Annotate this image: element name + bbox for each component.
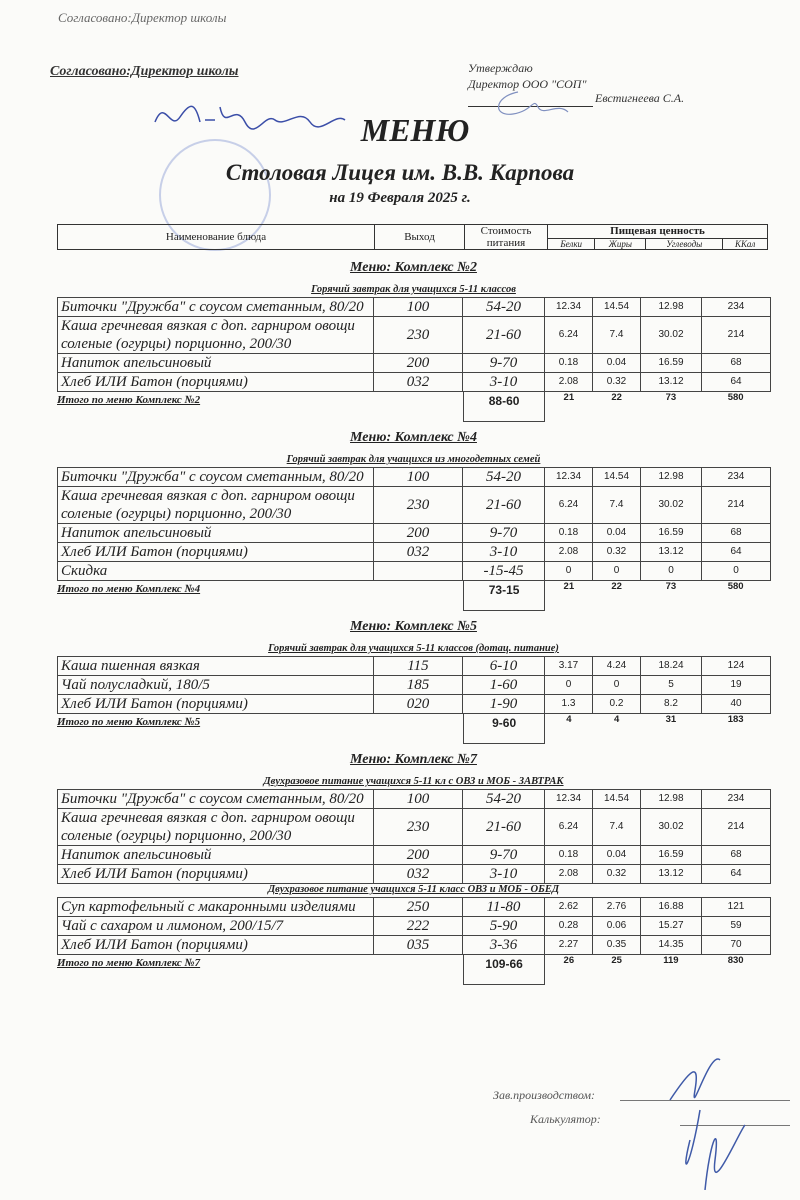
dish-name: Напиток апельсиновый — [58, 354, 374, 373]
column-header — [57, 224, 768, 250]
kcal: 64 — [702, 373, 771, 392]
dish-cost: 6-10 — [463, 657, 545, 676]
dish-name: Хлеб ИЛИ Батон (порциями) — [58, 543, 374, 562]
protein: 6.24 — [545, 317, 593, 354]
total-carbs: 31 — [665, 714, 677, 725]
kcal: 59 — [702, 917, 771, 936]
col-fat: Жиры — [595, 238, 646, 249]
carbs: 8.2 — [641, 695, 702, 714]
total-carbs: 73 — [665, 392, 677, 403]
section-subtitle: Горячий завтрак для учащихся 5-11 классов (дотац. питание) — [268, 643, 559, 654]
fat: 0 — [593, 562, 641, 581]
canteen-name: Столовая Лицея им. В.В. Карпова — [225, 160, 575, 185]
table-row — [58, 487, 771, 524]
table-row — [58, 676, 771, 695]
total-carbs: 73 — [665, 581, 677, 592]
col-carbs: Углеводы — [646, 238, 723, 249]
dish-output: 222 — [374, 917, 463, 936]
table-row — [58, 354, 771, 373]
dish-name: Напиток апельсиновый — [58, 846, 374, 865]
table-row — [58, 562, 771, 581]
kcal: 68 — [702, 354, 771, 373]
fat: 0.35 — [593, 936, 641, 955]
dish-output: 032 — [374, 543, 463, 562]
dish-name: Каша гречневая вязкая с доп. гарниром овощи соленые (огурцы) порционно, 200/30 — [58, 809, 374, 846]
kcal: 64 — [702, 865, 771, 884]
dish-output: 200 — [374, 354, 463, 373]
dish-output: 185 — [374, 676, 463, 695]
fat: 0.04 — [593, 524, 641, 543]
dish-cost: 3-10 — [463, 865, 545, 884]
total-protein: 21 — [563, 392, 575, 403]
dish-cost: -15-45 — [463, 562, 545, 581]
dish-output: 020 — [374, 695, 463, 714]
table-row — [58, 317, 771, 354]
carbs: 15.27 — [641, 917, 702, 936]
section-subtitle: Горячий завтрак для учащихся из многодетных семей — [286, 454, 541, 465]
total-fat: 22 — [611, 581, 622, 592]
dish-table — [57, 467, 771, 581]
kcal: 68 — [702, 524, 771, 543]
dish-name: Биточки "Дружба" с соусом сметанным, 80/20 — [58, 790, 374, 809]
dish-output: 100 — [374, 468, 463, 487]
total-cost: 88-60 — [463, 392, 545, 422]
fat: 0.32 — [593, 373, 641, 392]
kitchen-signature — [650, 1050, 760, 1190]
dish-table — [57, 656, 771, 714]
protein: 12.34 — [545, 790, 593, 809]
kcal: 124 — [702, 657, 771, 676]
dish-cost: 9-70 — [463, 354, 545, 373]
carbs: 13.12 — [641, 865, 702, 884]
total-label: Итого по меню Комплекс №2 — [57, 394, 201, 406]
dish-output: 230 — [374, 487, 463, 524]
kcal: 0 — [702, 562, 771, 581]
kcal: 64 — [702, 543, 771, 562]
menu-section — [57, 752, 770, 991]
table-row — [58, 865, 771, 884]
kcal: 40 — [702, 695, 771, 714]
col-nutrition: Пищевая ценность — [548, 225, 768, 239]
dish-output: 115 — [374, 657, 463, 676]
kcal: 19 — [702, 676, 771, 695]
section-total — [57, 955, 770, 985]
total-kcal: 183 — [727, 714, 744, 725]
dish-name: Скидка — [58, 562, 374, 581]
dish-cost: 1-90 — [463, 695, 545, 714]
menu-sections — [57, 258, 770, 991]
total-protein: 21 — [563, 581, 575, 592]
fat: 2.76 — [593, 898, 641, 917]
table-row — [58, 543, 771, 562]
table-row — [58, 468, 771, 487]
carbs: 16.59 — [641, 354, 702, 373]
protein: 12.34 — [545, 298, 593, 317]
total-kcal: 830 — [727, 955, 744, 966]
dish-output: 250 — [374, 898, 463, 917]
dish-name: Биточки "Дружба" с соусом сметанным, 80/20 — [58, 468, 374, 487]
table-row — [58, 298, 771, 317]
kcal: 121 — [702, 898, 771, 917]
carbs: 30.02 — [641, 317, 702, 354]
dish-output: 032 — [374, 373, 463, 392]
approve-label: Утверждаю — [468, 61, 533, 75]
approve-name: Евстигнеева С.А. — [595, 91, 685, 105]
table-row — [58, 695, 771, 714]
col-output: Выход — [375, 225, 465, 250]
section-title: Меню: Комплекс №4 — [350, 430, 477, 445]
kcal: 214 — [702, 487, 771, 524]
table-row — [58, 809, 771, 846]
dish-output: 032 — [374, 865, 463, 884]
dish-name: Биточки "Дружба" с соусом сметанным, 80/20 — [58, 298, 374, 317]
section-subtitle: Двухразовое питание учащихся 5-11 кл с ОВЗ и МОБ - ЗАВТРАК — [263, 776, 564, 787]
total-fat: 4 — [613, 714, 620, 725]
fat: 4.24 — [593, 657, 641, 676]
protein: 0.18 — [545, 846, 593, 865]
dish-cost: 3-36 — [463, 936, 545, 955]
total-cost: 109-66 — [463, 955, 545, 985]
total-kcal: 580 — [727, 392, 744, 403]
dish-name: Каша гречневая вязкая с доп. гарниром овощи соленые (огурцы) порционно, 200/30 — [58, 317, 374, 354]
protein: 6.24 — [545, 809, 593, 846]
dish-cost: 1-60 — [463, 676, 545, 695]
dish-table — [57, 789, 771, 884]
fat: 0 — [593, 676, 641, 695]
total-fat: 22 — [611, 392, 622, 403]
carbs: 14.35 — [641, 936, 702, 955]
fat: 7.4 — [593, 487, 641, 524]
table-row — [58, 373, 771, 392]
fat: 14.54 — [593, 298, 641, 317]
col-name: Наименование блюда — [58, 225, 375, 250]
col-kcal: ККал — [723, 238, 768, 249]
carbs: 13.12 — [641, 543, 702, 562]
section-title: Меню: Комплекс №5 — [350, 619, 477, 634]
approval-block — [468, 60, 685, 105]
dish-cost: 11-80 — [463, 898, 545, 917]
section-total — [57, 581, 770, 611]
protein: 6.24 — [545, 487, 593, 524]
carbs: 16.88 — [641, 898, 702, 917]
protein: 12.34 — [545, 468, 593, 487]
dish-output: 200 — [374, 846, 463, 865]
agreed-label: Согласовано:Директор школы — [50, 64, 239, 79]
table-row — [58, 936, 771, 955]
carbs: 13.12 — [641, 373, 702, 392]
dish-output: 100 — [374, 298, 463, 317]
table-row — [58, 524, 771, 543]
dish-output — [374, 562, 463, 581]
dish-cost: 21-60 — [463, 317, 545, 354]
fat: 0.04 — [593, 354, 641, 373]
spacer — [57, 422, 770, 428]
spacer — [57, 611, 770, 617]
dish-cost: 9-70 — [463, 846, 545, 865]
dish-name: Хлеб ИЛИ Батон (порциями) — [58, 865, 374, 884]
section-subtitle: Двухразовое питание учащихся 5-11 класс ОВЗ и МОБ - ОБЕД — [267, 884, 559, 895]
fat: 0.32 — [593, 865, 641, 884]
dish-name: Хлеб ИЛИ Батон (порциями) — [58, 936, 374, 955]
fat: 0.32 — [593, 543, 641, 562]
carbs: 16.59 — [641, 846, 702, 865]
dish-output: 230 — [374, 317, 463, 354]
menu-section — [57, 260, 770, 428]
menu-section — [57, 430, 770, 617]
table-row — [58, 790, 771, 809]
protein: 0.28 — [545, 917, 593, 936]
fat: 0.06 — [593, 917, 641, 936]
protein: 0.18 — [545, 354, 593, 373]
protein: 1.3 — [545, 695, 593, 714]
kcal: 70 — [702, 936, 771, 955]
kcal: 214 — [702, 317, 771, 354]
bleed-through-text: Согласовано:Директор школы — [58, 10, 227, 25]
total-protein: 4 — [566, 714, 572, 725]
dish-table — [57, 297, 771, 392]
dish-cost: 3-10 — [463, 373, 545, 392]
section-total — [57, 714, 770, 744]
fat: 7.4 — [593, 809, 641, 846]
carbs: 12.98 — [641, 790, 702, 809]
kcal: 234 — [702, 298, 771, 317]
carbs: 12.98 — [641, 468, 702, 487]
fat: 0.04 — [593, 846, 641, 865]
total-label: Итого по меню Комплекс №4 — [57, 583, 201, 595]
protein: 0.18 — [545, 524, 593, 543]
carbs: 16.59 — [641, 524, 702, 543]
section-total — [57, 392, 770, 422]
fat: 14.54 — [593, 790, 641, 809]
total-label: Итого по меню Комплекс №5 — [57, 716, 201, 728]
page-title: МЕНЮ — [360, 112, 470, 148]
table-row — [58, 657, 771, 676]
kcal: 234 — [702, 790, 771, 809]
dish-cost: 5-90 — [463, 917, 545, 936]
total-label: Итого по меню Комплекс №7 — [57, 957, 201, 969]
fat: 14.54 — [593, 468, 641, 487]
total-protein: 26 — [563, 955, 575, 966]
dish-output: 200 — [374, 524, 463, 543]
carbs: 30.02 — [641, 487, 702, 524]
fat: 7.4 — [593, 317, 641, 354]
calculator-label: Калькулятор: — [530, 1112, 601, 1126]
protein: 3.17 — [545, 657, 593, 676]
dish-name: Чай полусладкий, 180/5 — [58, 676, 374, 695]
total-cost: 9-60 — [463, 714, 545, 744]
dish-cost: 9-70 — [463, 524, 545, 543]
protein: 2.62 — [545, 898, 593, 917]
carbs: 30.02 — [641, 809, 702, 846]
kcal: 214 — [702, 809, 771, 846]
total-carbs: 119 — [663, 955, 679, 966]
dish-cost: 21-60 — [463, 809, 545, 846]
dish-name: Напиток апельсиновый — [58, 524, 374, 543]
dish-table — [57, 897, 771, 955]
protein: 0 — [545, 562, 593, 581]
dish-cost: 54-20 — [463, 468, 545, 487]
total-fat: 25 — [611, 955, 622, 966]
menu-section — [57, 619, 770, 750]
dish-output: 100 — [374, 790, 463, 809]
col-protein: Белки — [548, 238, 595, 249]
section-subtitle: Горячий завтрак для учащихся 5-11 классов — [311, 284, 516, 295]
section-title: Меню: Комплекс №2 — [350, 260, 477, 275]
approve-role: Директор ООО "СОП" — [468, 77, 587, 91]
dish-name: Каша гречневая вязкая с доп. гарниром овощи соленые (огурцы) порционно, 200/30 — [58, 487, 374, 524]
spacer — [57, 744, 770, 750]
protein: 0 — [545, 676, 593, 695]
spacer — [57, 985, 770, 991]
table-row — [58, 898, 771, 917]
dish-name: Чай с сахаром и лимоном, 200/15/7 — [58, 917, 374, 936]
col-cost: Стоимость питания — [465, 225, 548, 250]
section-title: Меню: Комплекс №7 — [350, 752, 477, 767]
protein: 2.27 — [545, 936, 593, 955]
dish-output: 035 — [374, 936, 463, 955]
carbs: 18.24 — [641, 657, 702, 676]
total-cost: 73-15 — [463, 581, 545, 611]
carbs: 12.98 — [641, 298, 702, 317]
protein: 2.08 — [545, 865, 593, 884]
dish-cost: 21-60 — [463, 487, 545, 524]
dish-name: Хлеб ИЛИ Батон (порциями) — [58, 695, 374, 714]
dish-name: Суп картофельный с макаронными изделиями — [58, 898, 374, 917]
kcal: 234 — [702, 468, 771, 487]
dish-cost: 54-20 — [463, 298, 545, 317]
total-kcal: 580 — [727, 581, 744, 592]
carbs: 0 — [641, 562, 702, 581]
production-manager-label: Зав.производством: — [493, 1088, 596, 1102]
menu-date: на 19 Февраля 2025 г. — [329, 190, 471, 206]
kcal: 68 — [702, 846, 771, 865]
protein: 2.08 — [545, 373, 593, 392]
protein: 2.08 — [545, 543, 593, 562]
dish-cost: 54-20 — [463, 790, 545, 809]
dish-cost: 3-10 — [463, 543, 545, 562]
table-row — [58, 917, 771, 936]
dish-name: Хлеб ИЛИ Батон (порциями) — [58, 373, 374, 392]
fat: 0.2 — [593, 695, 641, 714]
table-row — [58, 846, 771, 865]
dish-name: Каша пшенная вязкая — [58, 657, 374, 676]
carbs: 5 — [641, 676, 702, 695]
dish-output: 230 — [374, 809, 463, 846]
